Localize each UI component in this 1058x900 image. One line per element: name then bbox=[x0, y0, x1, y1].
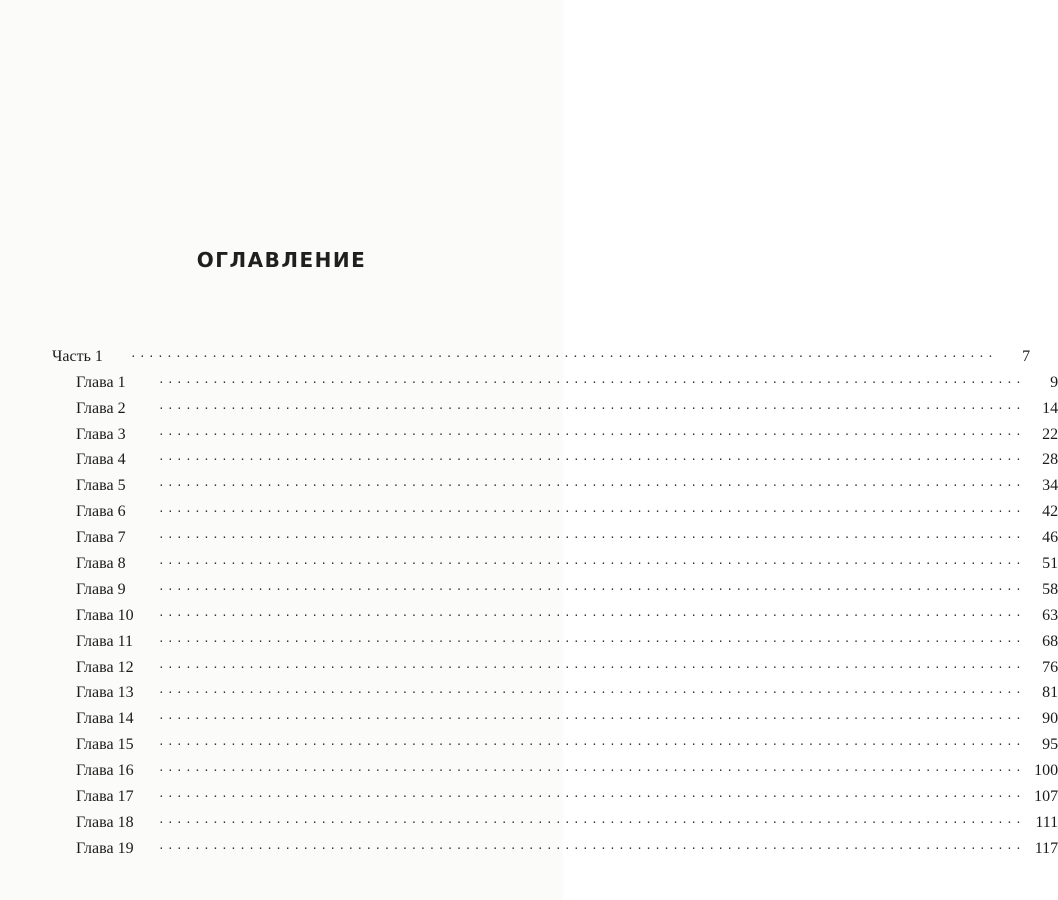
toc-leader-dots: ................................................................................................ bbox=[158, 657, 1025, 671]
toc-page-number: 58 bbox=[1042, 580, 1058, 598]
toc-leader-dots: ................................................................................................ bbox=[158, 838, 1025, 852]
toc-row-chapter-11 bbox=[52, 625, 1058, 651]
toc-page-number: 22 bbox=[1042, 425, 1058, 443]
toc-row-chapter-10 bbox=[52, 599, 1058, 625]
toc-row-chapter-6 bbox=[52, 495, 1058, 521]
toc-row-chapter-16 bbox=[52, 754, 1058, 780]
toc-leader-dots: ................................................................................................ bbox=[158, 476, 1025, 490]
toc-leader-dots: ................................................................................................ bbox=[158, 631, 1025, 645]
toc-label: Глава 3 bbox=[76, 425, 126, 443]
toc-row-chapter-2 bbox=[52, 392, 1058, 418]
toc-leader-dots: ................................................................................................ bbox=[158, 372, 1025, 386]
toc-page-number: 76 bbox=[1042, 658, 1058, 676]
toc-label: Глава 9 bbox=[76, 580, 126, 598]
toc-page-number: 51 bbox=[1042, 555, 1058, 573]
toc-label: Глава 13 bbox=[76, 684, 134, 702]
toc-row-chapter-1 bbox=[52, 366, 1058, 392]
toc-page-number: 107 bbox=[1034, 788, 1058, 806]
toc-page-number: 100 bbox=[1034, 762, 1058, 780]
toc-row-chapter-18 bbox=[52, 806, 1058, 832]
toc-leader-dots: ................................................................................................ bbox=[158, 579, 1025, 593]
toc-row-chapter-5 bbox=[52, 469, 1058, 495]
toc-label: Глава 16 bbox=[76, 762, 134, 780]
toc-page-number: 7 bbox=[1022, 347, 1031, 365]
toc-row-chapter-12 bbox=[52, 651, 1058, 677]
toc-leader-dots: ................................................................................................ bbox=[158, 683, 1025, 697]
toc-leader-dots: ................................................................................................ bbox=[158, 761, 1025, 775]
toc-page-number: 63 bbox=[1042, 606, 1058, 624]
toc-page-number: 68 bbox=[1042, 632, 1058, 650]
toc-label: Глава 1 bbox=[76, 373, 126, 391]
toc-page-number: 90 bbox=[1042, 710, 1058, 728]
toc-label: Глава 5 bbox=[76, 477, 126, 495]
toc-page-number: 46 bbox=[1042, 529, 1058, 547]
toc-page-number: 42 bbox=[1042, 503, 1058, 521]
toc-leader-dots: ................................................................................................ bbox=[158, 735, 1025, 749]
toc-page-number: 9 bbox=[1050, 373, 1058, 391]
toc-leader-dots: ................................................................................................ bbox=[158, 450, 1025, 464]
toc-label: Глава 4 bbox=[76, 451, 126, 469]
page-title: ОГЛАВЛЕНИЕ bbox=[196, 248, 367, 272]
toc-leader-dots: ................................................................................................ bbox=[158, 554, 1025, 568]
toc-label: Глава 14 bbox=[76, 710, 134, 728]
toc-page-number: 117 bbox=[1034, 839, 1058, 857]
toc-row-chapter-13 bbox=[52, 677, 1058, 703]
toc-page-number: 81 bbox=[1042, 684, 1058, 702]
toc-page-number: 14 bbox=[1042, 399, 1058, 417]
toc-leader-dots: ................................................................................................ bbox=[158, 812, 1025, 826]
table-of-contents bbox=[52, 340, 1058, 858]
toc-row-chapter-7 bbox=[52, 521, 1058, 547]
toc-label: Глава 18 bbox=[76, 813, 134, 831]
toc-page-number: 111 bbox=[1035, 813, 1058, 831]
toc-leader-dots: ................................................................................................ bbox=[158, 502, 1025, 516]
toc-label: Глава 17 bbox=[76, 788, 134, 806]
toc-page-number: 34 bbox=[1042, 477, 1058, 495]
toc-label: Глава 11 bbox=[76, 632, 133, 650]
toc-row-chapter-9 bbox=[52, 573, 1058, 599]
toc-row-chapter-15 bbox=[52, 728, 1058, 754]
toc-row-chapter-3 bbox=[52, 418, 1058, 444]
toc-row-chapter-4 bbox=[52, 444, 1058, 470]
toc-leader-dots: ................................................................................................ bbox=[158, 528, 1025, 542]
toc-page-number: 28 bbox=[1042, 451, 1058, 469]
toc-label: Глава 10 bbox=[76, 606, 134, 624]
toc-label: Глава 19 bbox=[76, 839, 134, 857]
toc-label: Глава 7 bbox=[76, 529, 126, 547]
toc-page-number: 95 bbox=[1042, 736, 1058, 754]
toc-leader-dots: ................................................................................................ bbox=[130, 346, 997, 360]
toc-label: Глава 2 bbox=[76, 399, 126, 417]
toc-row-chapter-17 bbox=[52, 780, 1058, 806]
toc-leader-dots: ................................................................................................ bbox=[158, 787, 1025, 801]
toc-row-chapter-14 bbox=[52, 702, 1058, 728]
toc-label: Глава 8 bbox=[76, 555, 126, 573]
toc-leader-dots: ................................................................................................ bbox=[158, 709, 1025, 723]
toc-row-chapter-8 bbox=[52, 547, 1058, 573]
toc-label: Часть 1 bbox=[52, 347, 103, 365]
toc-label: Глава 6 bbox=[76, 503, 126, 521]
toc-leader-dots: ................................................................................................ bbox=[158, 398, 1025, 412]
toc-label: Глава 15 bbox=[76, 736, 134, 754]
toc-leader-dots: ................................................................................................ bbox=[158, 424, 1025, 438]
toc-label: Глава 12 bbox=[76, 658, 134, 676]
toc-row-part-1 bbox=[52, 340, 1031, 366]
toc-leader-dots: ................................................................................................ bbox=[158, 605, 1025, 619]
toc-row-chapter-19 bbox=[52, 832, 1058, 858]
